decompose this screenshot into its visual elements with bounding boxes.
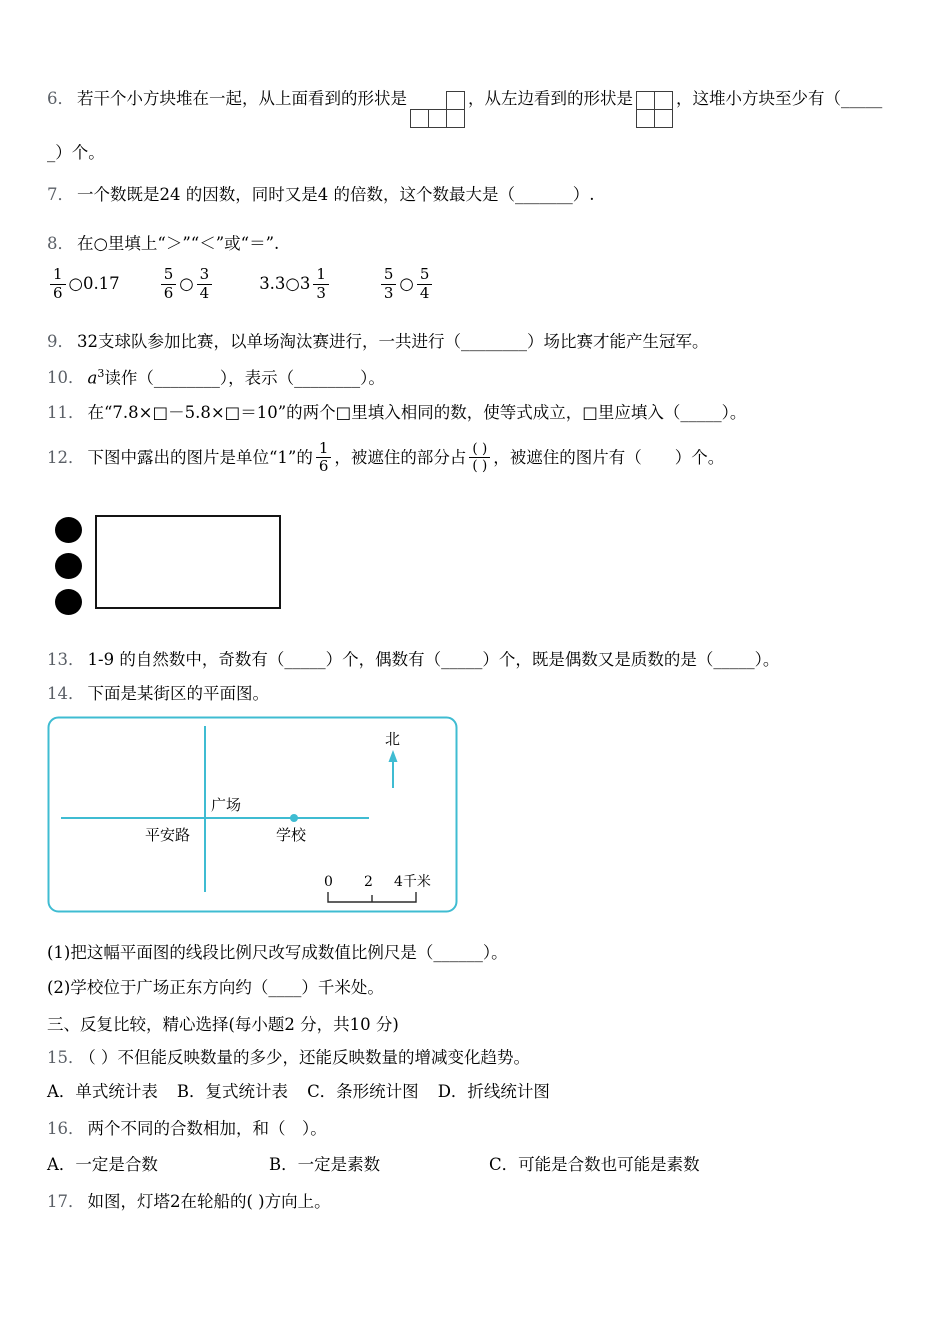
fraction-1-3: $\frac{1}{3}$ (313, 267, 329, 302)
black-circle-2 (55, 553, 82, 579)
question-16-number: 16． (47, 1119, 85, 1139)
question-6-line1 (47, 88, 910, 128)
school-label: 学校 (276, 825, 307, 844)
shape-cell-empty (428, 91, 447, 110)
question-7-number: 7． (47, 185, 74, 205)
question-14-sub2-text: (2)学校位于广场正东方向约（____）千米处。 (47, 978, 384, 998)
fraction-1-6: $\frac{1}{6}$ (50, 267, 66, 302)
option-c: C．条形统计图 (307, 1081, 419, 1101)
question-11-text: 在“7.8×□－5.8×□＝10”的两个□里填入相同的数，使等式成立，□里应填入（_____）。 (87, 403, 747, 423)
question-17 (47, 1191, 910, 1213)
street-map-svg (47, 716, 459, 914)
question-17-text: 如图，灯塔2在轮船的( )方向上。 (87, 1191, 331, 1211)
question-12-figure (55, 515, 375, 615)
school-dot (290, 814, 298, 822)
question-10-number: 10． (47, 368, 85, 388)
question-15-text: （ ）不但能反映数量的多少，还能反映数量的增减变化趋势。 (87, 1047, 530, 1067)
question-14 (47, 683, 910, 705)
question-12-text-3: ，被遮住的图片有（ ）个。 (493, 447, 725, 467)
north-label: 北 (385, 729, 401, 748)
comparison-2 (158, 264, 216, 302)
option-b: B．复式统计表 (176, 1081, 289, 1101)
question-17-number: 17． (47, 1191, 85, 1211)
shape-cell (636, 109, 655, 128)
option-b: B．一定是素数 (269, 1155, 381, 1175)
question-6-text-2: ，从左边看到的形状是 (468, 89, 633, 108)
question-16 (47, 1118, 910, 1140)
option-a: A．单式统计表 (47, 1081, 158, 1101)
question-11 (47, 402, 910, 424)
question-6-number: 6． (47, 89, 74, 108)
section-3-title: 三、反复比较，精心选择(每小题2 分，共10 分) (47, 1015, 399, 1035)
scale-2: 2 (364, 873, 373, 890)
comparison-4-circle: ○ (399, 273, 414, 293)
question-7-text: 一个数既是24 的因数，同时又是4 的倍数，这个数最大是（_______）. (77, 185, 595, 205)
question-8 (47, 233, 910, 255)
variable-a: a (87, 368, 98, 388)
question-16-options (47, 1154, 910, 1176)
blank-fraction: $\frac{( )}{( )}$ (469, 442, 490, 473)
question-12 (47, 438, 910, 476)
question-9-text: 32支球队参加比赛，以单场淘汰赛进行，一共进行（________）场比赛才能产生冠军。 (77, 332, 709, 352)
street-map-figure (47, 716, 910, 920)
question-6-line2 (47, 142, 910, 164)
fraction-5-4: $\frac{5}{4}$ (417, 267, 433, 302)
shape-cell (636, 91, 655, 110)
question-13-text: 1-9 的自然数中，奇数有（_____）个，偶数有（_____）个，既是偶数又是质数的是（_____）。 (87, 650, 780, 670)
top-view-shape (410, 91, 465, 128)
fraction-5-3: $\frac{5}{3}$ (381, 267, 397, 302)
question-16-text: 两个不同的合数相加，和（ ）。 (87, 1119, 327, 1139)
scale-4km: 4千米 (394, 873, 431, 890)
left-view-shape (636, 91, 673, 128)
question-12-text-1: 下图中露出的图片是单位“1”的 (87, 447, 313, 467)
option-a: A．一定是合数 (47, 1155, 158, 1175)
question-15 (47, 1047, 910, 1069)
plaza-label: 广场 (211, 795, 242, 814)
exponent-3: 3 (97, 366, 105, 380)
shape-cell-empty (410, 91, 429, 110)
comparison-1-rest: ○0.17 (68, 273, 120, 293)
question-15-options (47, 1081, 910, 1103)
question-12-number: 12． (47, 447, 85, 467)
exposed-picture-rectangle (95, 515, 281, 609)
question-6-text-4: _）个。 (47, 143, 105, 162)
shape-cell (410, 109, 429, 128)
option-c: C．可能是合数也可能是素数 (489, 1155, 700, 1175)
question-14-text: 下面是某街区的平面图。 (87, 684, 269, 704)
question-10 (47, 367, 910, 390)
question-11-number: 11． (47, 403, 85, 423)
fraction-1-6: $\frac{1}{6}$ (316, 441, 332, 476)
question-8-comparisons (47, 264, 910, 302)
comparison-4 (378, 264, 436, 302)
north-arrow-head (389, 750, 398, 762)
comparison-3 (259, 264, 332, 302)
question-14-sub2 (47, 977, 910, 999)
question-6-text-3: ，这堆小方块至少有（_____ (676, 89, 883, 108)
question-8-text: 在○里填上“＞”“＜”或“＝”. (77, 233, 280, 253)
shape-cell (654, 91, 673, 110)
shape-cell (446, 91, 465, 110)
road-label: 平安路 (145, 825, 191, 844)
question-13 (47, 649, 910, 671)
comparison-3-prefix: 3.3○3 (259, 273, 311, 293)
question-12-text-2: ，被遮住的部分占 (334, 447, 467, 467)
question-14-sub1 (47, 942, 910, 964)
question-9-number: 9． (47, 332, 74, 352)
scale-ruler (328, 892, 416, 902)
question-14-number: 14． (47, 684, 85, 704)
question-6-text-1: 若干个小方块堆在一起，从上面看到的形状是 (77, 89, 407, 108)
shape-cell (428, 109, 447, 128)
question-7 (47, 184, 910, 206)
black-circle-3 (55, 589, 82, 615)
shape-cell (654, 109, 673, 128)
question-15-number: 15． (47, 1047, 85, 1067)
fraction-5-6: $\frac{5}{6}$ (161, 267, 177, 302)
option-d: D．折线统计图 (437, 1081, 550, 1101)
question-10-text: 读作（________），表示（________）。 (104, 368, 385, 388)
question-13-number: 13． (47, 650, 85, 670)
comparison-2-circle: ○ (179, 273, 194, 293)
comparison-1 (47, 264, 120, 302)
shape-cell (446, 109, 465, 128)
section-3-heading (47, 1014, 910, 1036)
question-8-number: 8． (47, 233, 74, 253)
fraction-3-4: $\frac{3}{4}$ (197, 267, 213, 302)
scale-0: 0 (324, 873, 333, 890)
question-9 (47, 331, 910, 353)
question-14-sub1-text: (1)把这幅平面图的线段比例尺改写成数值比例尺是（______）。 (47, 942, 508, 962)
black-circle-1 (55, 517, 82, 543)
